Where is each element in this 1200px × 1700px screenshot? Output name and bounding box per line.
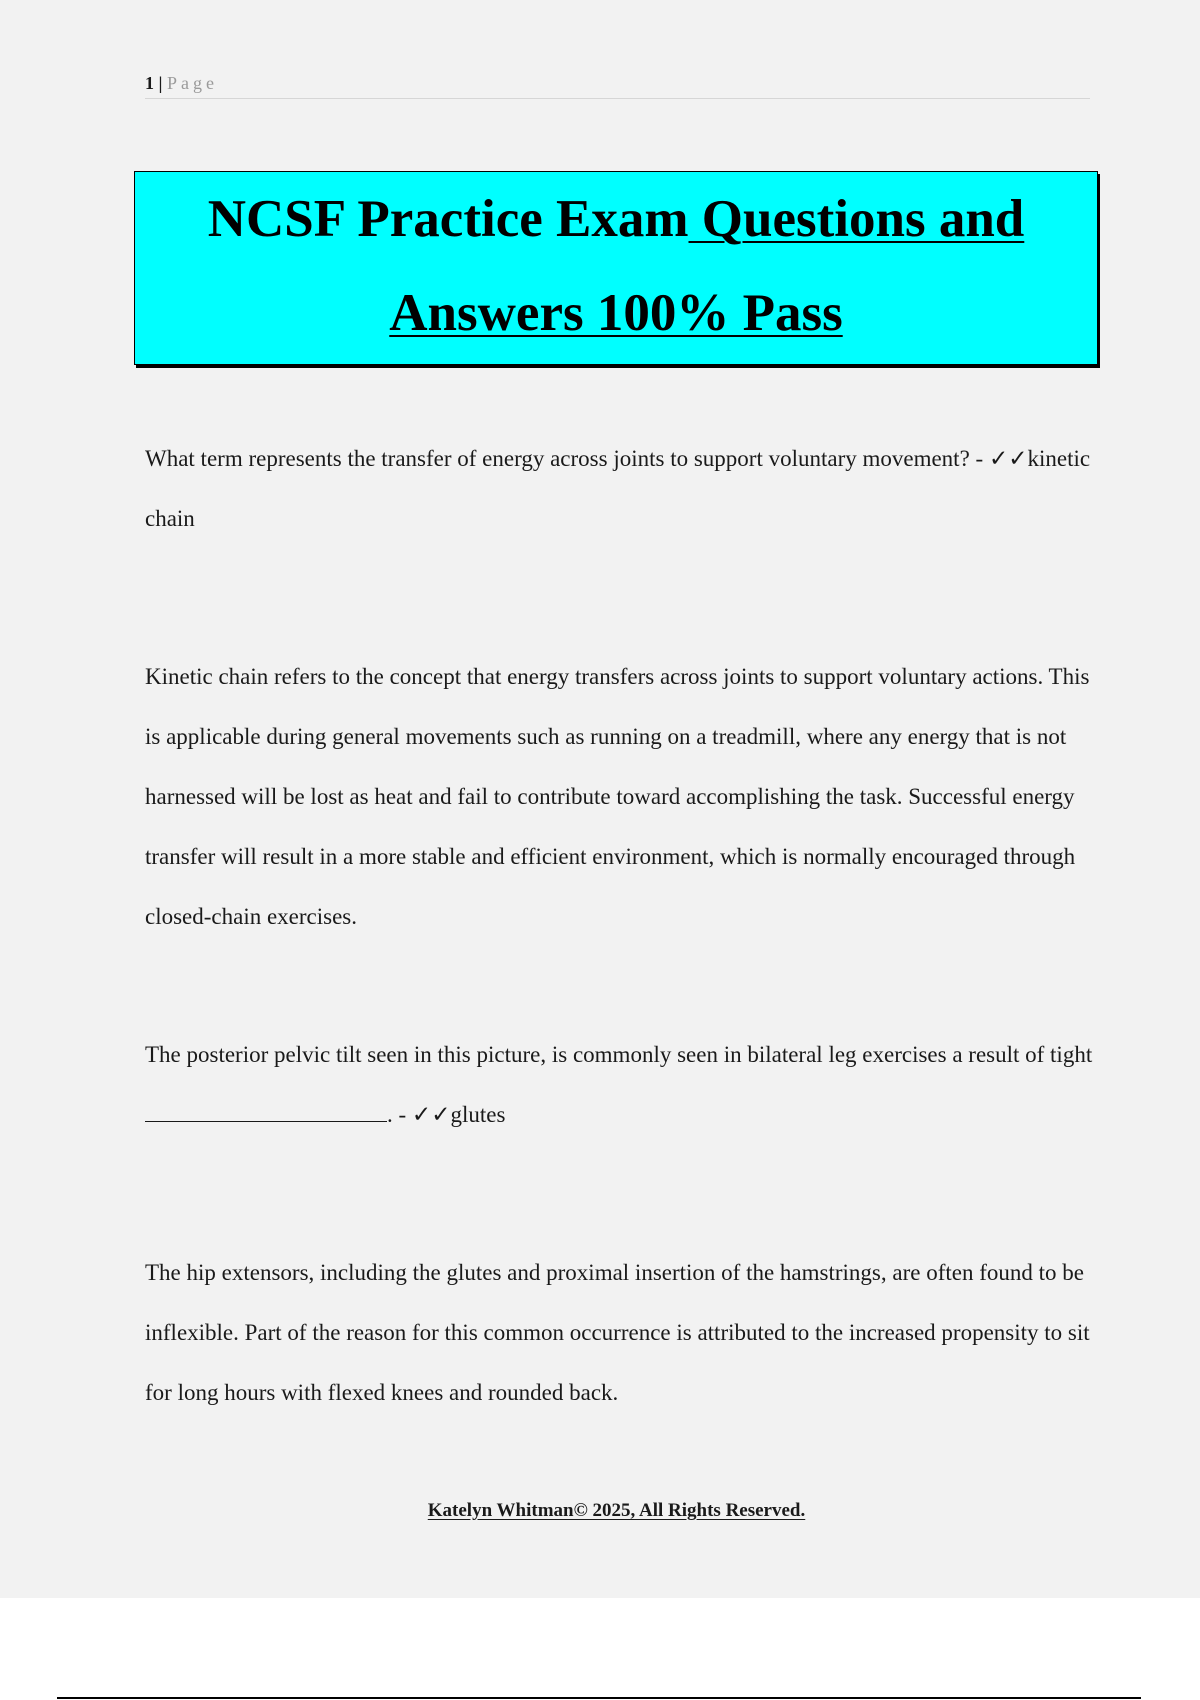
title-line-2 [135,266,1097,360]
page-separator: | [158,73,163,93]
explanation-1: Kinetic chain refers to the concept that energy transfers across joints to support voluntary actions. This is applicable during general movements such as running on a treadmill, where any energy that is not harnessed will be lost as heat and fail to contribute toward accomplishing the task. Successful energy transfer will result in a more stable and efficient environment, which is normally encouraged through closed-chain exercises. [145,664,1090,929]
title-line-2-text: Answers 100% Pass [389,284,843,342]
title-plain-text: NCSF Practice Exam [207,190,689,248]
question-2 [145,1025,1100,1145]
title-line-1 [135,172,1097,266]
page-label: Page [166,73,218,93]
bottom-divider [57,1697,1141,1699]
explanation-2: The hip extensors, including the glutes and proximal insertion of the hamstrings, are often found to be inflexible. Part of the reason for this common occurrence is attributed to the increased propensity to sit for long hours with flexed knees and rounded back. [145,1260,1090,1405]
page-header [145,72,1090,99]
question-1-text: What term represents the transfer of energy across joints to support voluntary movement? - [145,446,984,471]
question-1 [145,429,1100,549]
question-1-answer: ✓✓kinetic chain [145,446,1091,531]
page-number: 1 [145,73,154,93]
title-underlined-text: Questions and [688,190,1025,248]
answer-blank [145,1101,387,1122]
copyright-footer: Katelyn Whitman© 2025, All Rights Reserved. [427,1500,806,1521]
title-box [134,171,1098,365]
question-2-answer: ✓✓glutes [411,1102,506,1127]
question-2-punct: . - [387,1102,407,1127]
question-2-text: The posterior pelvic tilt seen in this picture, is commonly seen in bilateral leg exercises a result of tight [145,1042,1093,1067]
